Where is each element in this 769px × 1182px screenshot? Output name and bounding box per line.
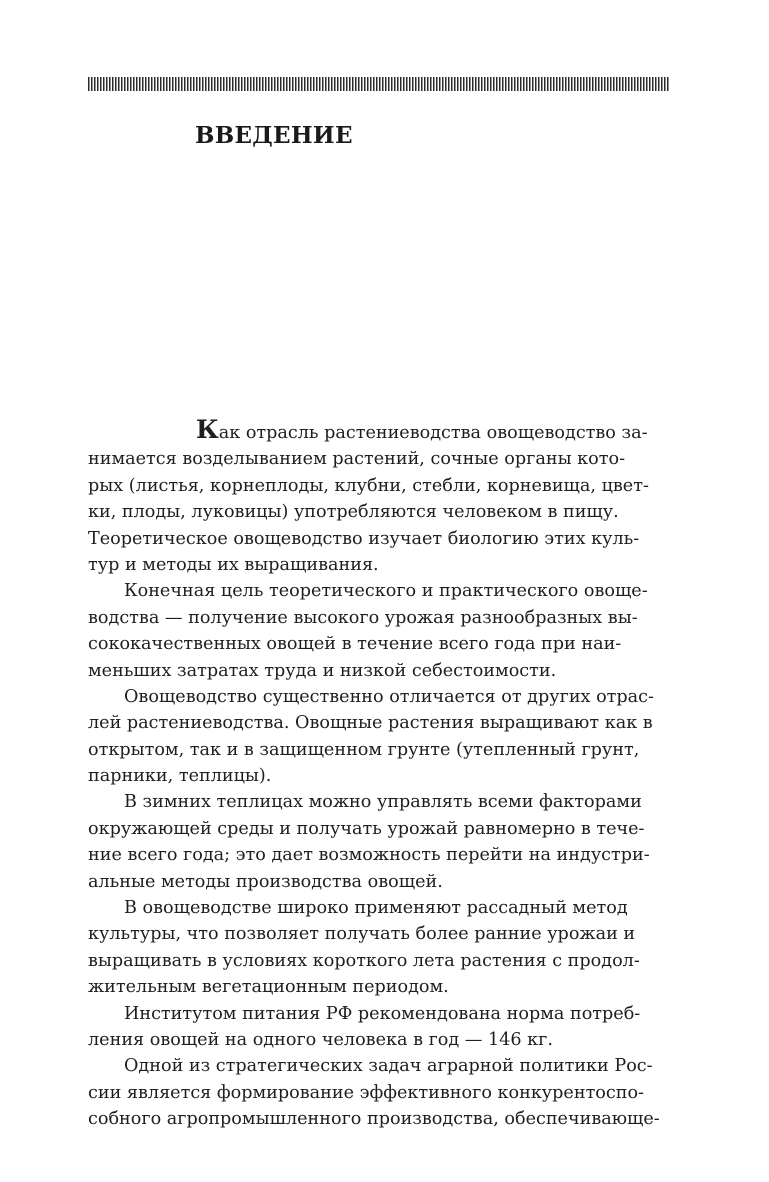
text-line xyxy=(88,552,670,578)
text-line-content: жительным вегетационным периодом. xyxy=(88,977,449,998)
text-line xyxy=(88,1080,670,1106)
text-line xyxy=(88,473,670,499)
text-line-content: нимается возделыванием растений, сочные органы кото- xyxy=(88,449,626,470)
text-line xyxy=(88,921,670,947)
text-line xyxy=(88,1053,670,1079)
text-line-content: тур и методы их выращивания. xyxy=(88,554,379,575)
text-line-content: парники, теплицы). xyxy=(88,766,272,787)
drop-cap: К xyxy=(196,415,219,444)
text-line-content: В овощеводстве широко применяют рассадный метод xyxy=(124,898,628,919)
text-line-content: окружающей среды и получать урожай равномерно в тече- xyxy=(88,818,645,839)
text-line-content: водства — получение высокого урожая разнообразных вы- xyxy=(88,607,638,628)
text-line xyxy=(88,658,670,684)
text-line-content: меньших затратах труда и низкой себестоимости. xyxy=(88,660,557,681)
text-line-content: лей растениеводства. Овощные растения выращивают как в xyxy=(88,713,653,734)
chapter-title: ВВЕДЕНИЕ xyxy=(195,122,353,149)
text-line xyxy=(88,737,670,763)
text-line-content: В зимних теплицах можно управлять всеми факторами xyxy=(124,792,642,813)
text-line-content: ления овощей на одного человека в год — 146 кг. xyxy=(88,1029,553,1050)
text-line xyxy=(88,974,670,1000)
text-line-content: культуры, что позволяет получать более ранние урожаи и xyxy=(88,924,636,945)
text-line xyxy=(88,1027,670,1053)
text-line-content: альные методы производства овощей. xyxy=(88,871,443,892)
top-decorative-rule xyxy=(88,77,670,91)
text-line xyxy=(88,869,670,895)
text-line-content: Конечная цель теоретического и практического овоще- xyxy=(124,581,648,602)
text-line xyxy=(88,710,670,736)
text-line-content: сококачественных овощей в течение всего года при наи- xyxy=(88,634,622,655)
text-line xyxy=(88,763,670,789)
text-line xyxy=(88,605,670,631)
text-line-content: открытом, так и в защищенном грунте (утепленный грунт, xyxy=(88,739,640,760)
body-text xyxy=(88,415,670,1133)
text-line-content: собного агропромышленного производства, обеспечивающе- xyxy=(88,1109,660,1130)
text-line xyxy=(88,789,670,815)
text-line-content: сии является формирование эффективного конкурентоспо- xyxy=(88,1082,645,1103)
text-line xyxy=(88,526,670,552)
text-line xyxy=(88,415,670,446)
text-line-content: рых (листья, корнеплоды, клубни, стебли, корневища, цвет- xyxy=(88,475,649,496)
text-line xyxy=(88,816,670,842)
text-line xyxy=(88,842,670,868)
text-line xyxy=(88,499,670,525)
text-line-content: Институтом питания РФ рекомендована норма потреб- xyxy=(124,1003,641,1024)
text-line xyxy=(88,948,670,974)
text-line-content: ние всего года; это дает возможность перейти на индустри- xyxy=(88,845,650,866)
text-line xyxy=(88,446,670,472)
text-line-content: выращивать в условиях короткого лета растения с продол- xyxy=(88,950,640,971)
text-line xyxy=(88,631,670,657)
text-line-content: Одной из стратегических задач аграрной политики Рос- xyxy=(124,1056,653,1077)
text-line xyxy=(88,1106,670,1132)
text-line xyxy=(88,578,670,604)
text-line-content: ак отрасль растениеводства овощеводство за- xyxy=(218,423,648,443)
text-line xyxy=(88,684,670,710)
text-line-content: Теоретическое овощеводство изучает биологию этих куль- xyxy=(88,528,640,549)
text-line xyxy=(88,1001,670,1027)
text-line-content: ки, плоды, луковицы) употребляются человеком в пищу. xyxy=(88,502,619,523)
text-line xyxy=(88,895,670,921)
text-line-content: Овощеводство существенно отличается от других отрас- xyxy=(124,686,654,707)
